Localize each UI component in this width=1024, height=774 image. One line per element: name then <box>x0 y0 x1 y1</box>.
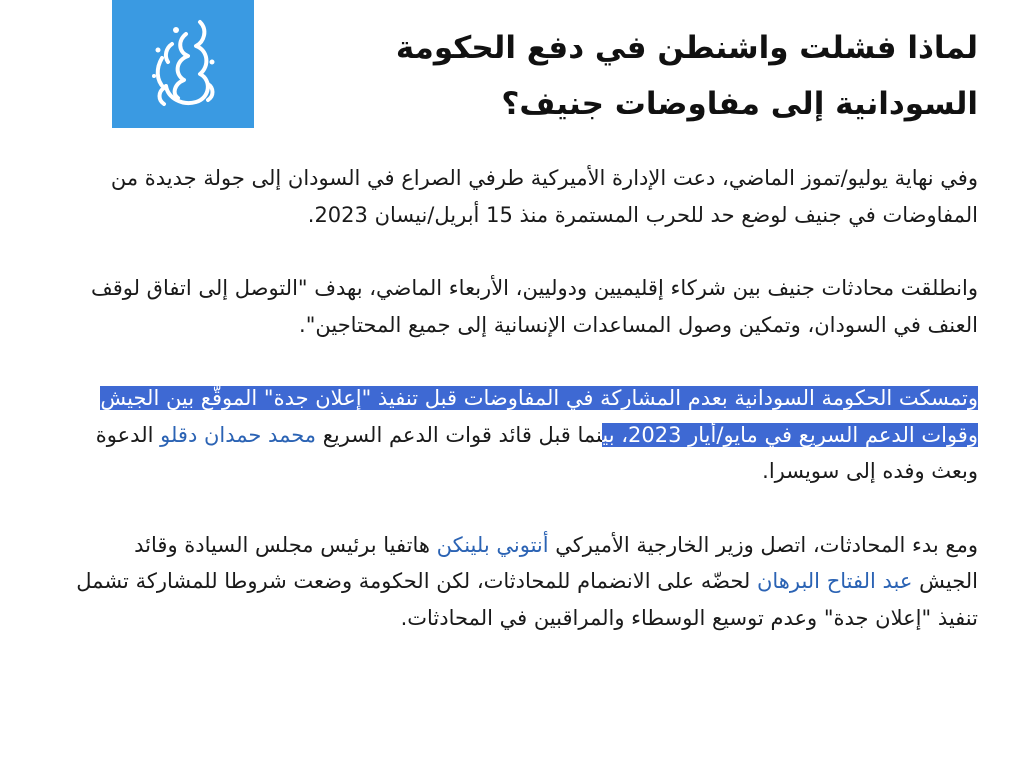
paragraph-3-text: نما قبل قائد قوات الدعم السريع <box>316 422 603 447</box>
link-abdel-fattah-burhan[interactable]: عبد الفتاح البرهان <box>756 569 913 593</box>
link-mohamed-hamdan-dagalo[interactable]: محمد حمدان دقلو <box>160 422 317 447</box>
paragraph-4-text-1: ومع بدء المحادثات، اتصل وزير الخارجية الأميركي <box>548 532 978 557</box>
article-title: لماذا فشلت واشنطن في دفع الحكومة السودانية إلى مفاوضات جنيف؟ <box>395 30 978 122</box>
paragraph-4-text-3: لحضّه على الانضمام للمحادثات، لكن الحكومة وضعت شروطا للمشاركة تشمل تنفيذ "إعلان جدة" وعدم توسيع الوسطاء والمراقبين في المحادثات. <box>76 569 978 630</box>
selected-text[interactable]: وتمسكت الحكومة السودانية بعدم المشاركة في المفاوضات قبل تنفيذ "إعلان جدة" الموقّع بين الجيش وقوات الدعم السريع في مايو/أيار 2023، بي <box>100 386 978 447</box>
paragraph-2: وانطلقت محادثات جنيف بين شركاء إقليميين ودوليين، الأربعاء الماضي، بهدف "التوصل إلى اتفاق لوقف العنف في السودان، وتمكين وصول المساعدات الإنسانية إلى جميع المحتاجين". <box>90 276 978 337</box>
article-body <box>70 160 978 673</box>
paragraph-4-text-2: هاتفيا برئيس مجلس السيادة وقائد الجيش <box>134 532 978 593</box>
aljazeera-logo-icon <box>138 14 228 114</box>
paragraph-4 <box>70 527 978 637</box>
article-header <box>112 0 978 128</box>
aljazeera-logo[interactable] <box>112 0 254 128</box>
paragraph-1: وفي نهاية يوليو/تموز الماضي، دعت الإدارة الأميركية طرفي الصراع في السودان إلى جولة جديدة من المفاوضات في جنيف لوضع حد للحرب المستمرة منذ 15 أبريل/نيسان 2023. <box>110 166 978 227</box>
link-antony-blinken[interactable]: أنتوني بلينكن <box>436 532 549 557</box>
paragraph-3-text-end: الدعوة وبعث وفده إلى سويسرا. <box>95 422 978 483</box>
paragraph-3 <box>70 380 978 490</box>
